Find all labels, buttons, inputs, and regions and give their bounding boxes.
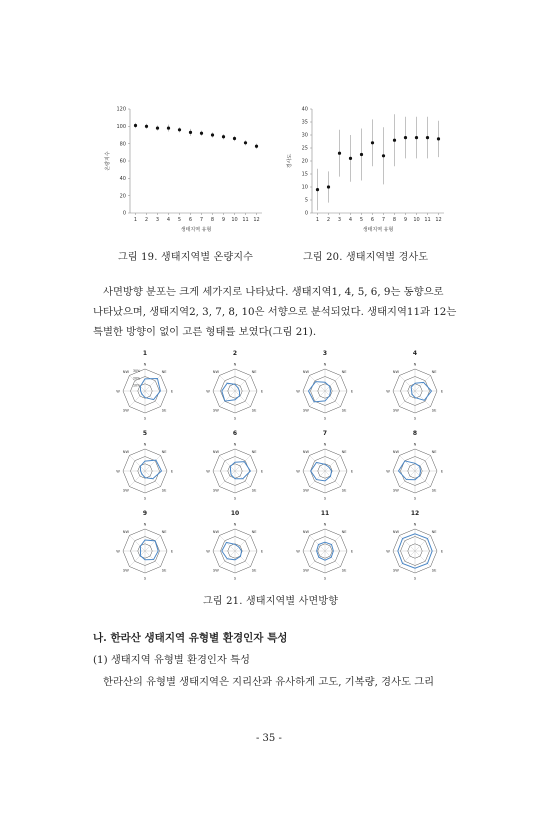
radar-direction-label: W bbox=[296, 389, 300, 394]
radar-direction-label: S bbox=[233, 576, 237, 581]
radar-direction-label: SE bbox=[431, 408, 437, 413]
y-axis-label: 온량지수 bbox=[105, 151, 111, 171]
radar-direction-label: SE bbox=[251, 488, 257, 493]
radar-direction-label: SW bbox=[392, 568, 399, 573]
radar-panel-label: 3 bbox=[322, 350, 328, 357]
radar-direction-label: N bbox=[323, 442, 327, 447]
figure19-chart bbox=[100, 103, 270, 233]
y-tick-label: 35 bbox=[301, 119, 308, 126]
radar-direction-label: N bbox=[143, 522, 147, 527]
x-tick-label: 6 bbox=[188, 217, 193, 223]
x-tick-label: 2 bbox=[326, 217, 331, 223]
x-tick-label: 6 bbox=[370, 217, 375, 223]
x-tick-label: 11 bbox=[242, 217, 249, 223]
radar-spoke bbox=[145, 551, 161, 567]
figure21-radar-grid bbox=[100, 346, 460, 586]
x-tick-label: 10 bbox=[231, 217, 238, 223]
radar-direction-label: NE bbox=[251, 530, 257, 535]
radar-direction-label: E bbox=[170, 549, 174, 554]
radar-panel-label: 7 bbox=[322, 430, 328, 437]
radar-direction-label: N bbox=[323, 522, 327, 527]
x-tick-label: 4 bbox=[166, 217, 171, 223]
radar-spoke bbox=[399, 391, 415, 407]
x-tick-label: 9 bbox=[403, 217, 408, 223]
radar-direction-label: NW bbox=[122, 450, 130, 455]
x-tick-label: 7 bbox=[381, 217, 386, 223]
radar-panel-label: 6 bbox=[232, 430, 238, 437]
figure20-chart bbox=[282, 103, 452, 233]
paragraph-line: 나타났으며, 생태지역2, 3, 7, 8, 10은 서향으로 분석되었다. 생태지역11과 12는 bbox=[93, 306, 457, 318]
radar-direction-label: S bbox=[413, 576, 417, 581]
x-tick-label: 8 bbox=[392, 217, 397, 223]
radar-direction-label: W bbox=[206, 389, 210, 394]
radar-direction-label: SW bbox=[302, 568, 309, 573]
radar-direction-label: SE bbox=[341, 568, 347, 573]
radar-spoke bbox=[219, 391, 235, 407]
x-tick-label: 3 bbox=[337, 217, 342, 223]
x-axis-label: 생태지역 유형 bbox=[180, 227, 212, 233]
x-tick-label: 8 bbox=[210, 217, 215, 223]
radar-panel-2 bbox=[206, 350, 264, 420]
radar-panel-label: 9 bbox=[142, 510, 148, 517]
radar-direction-label: N bbox=[233, 362, 237, 367]
radar-direction-label: NW bbox=[212, 450, 220, 455]
radar-direction-label: N bbox=[323, 362, 327, 367]
y-tick-label: 120 bbox=[116, 106, 126, 113]
x-tick-label: 3 bbox=[155, 217, 160, 223]
radar-direction-label: W bbox=[386, 469, 390, 474]
x-tick-label: 12 bbox=[253, 217, 260, 223]
radar-direction-label: S bbox=[323, 416, 327, 421]
y-tick-label: 60 bbox=[119, 158, 126, 165]
data-point bbox=[349, 157, 352, 160]
radar-spoke bbox=[129, 471, 145, 487]
radar-direction-label: NW bbox=[392, 370, 400, 375]
data-point bbox=[178, 128, 181, 131]
radar-direction-label: S bbox=[413, 496, 417, 501]
radar-spoke bbox=[399, 471, 415, 487]
data-point bbox=[222, 135, 225, 138]
radar-direction-label: W bbox=[386, 389, 390, 394]
radar-direction-label: W bbox=[116, 469, 120, 474]
data-point bbox=[255, 145, 258, 148]
radar-direction-label: SW bbox=[212, 488, 219, 493]
radar-direction-label: S bbox=[233, 496, 237, 501]
radar-spoke bbox=[235, 535, 251, 551]
x-tick-label: 10 bbox=[413, 217, 420, 223]
radar-spoke bbox=[235, 391, 251, 407]
data-point bbox=[415, 136, 418, 139]
radar-spoke bbox=[235, 455, 251, 471]
radar-direction-label: SE bbox=[431, 568, 437, 573]
radar-direction-label: SW bbox=[392, 408, 399, 413]
x-tick-label: 1 bbox=[133, 217, 138, 223]
radar-direction-label: W bbox=[206, 549, 210, 554]
radar-spoke bbox=[325, 375, 341, 391]
radar-spoke bbox=[415, 535, 431, 551]
x-tick-label: 4 bbox=[348, 217, 353, 223]
radar-direction-label: SW bbox=[122, 568, 129, 573]
data-point bbox=[145, 125, 148, 128]
data-point bbox=[371, 141, 374, 144]
radar-direction-label: W bbox=[116, 549, 120, 554]
radar-series bbox=[140, 540, 158, 560]
radar-spoke bbox=[309, 391, 325, 407]
radar-direction-label: SW bbox=[392, 488, 399, 493]
radar-direction-label: SE bbox=[341, 488, 347, 493]
radar-direction-label: NW bbox=[302, 530, 310, 535]
data-point bbox=[404, 136, 407, 139]
y-tick-label: 15 bbox=[301, 171, 308, 178]
radar-panel-10 bbox=[206, 510, 264, 580]
data-point bbox=[233, 137, 236, 140]
radar-direction-label: E bbox=[260, 469, 264, 474]
section-subheading: (1) 생태지역 유형별 환경인자 특성 bbox=[93, 654, 250, 666]
radar-series bbox=[222, 383, 240, 401]
radar-series bbox=[399, 461, 421, 480]
radar-direction-label: E bbox=[260, 389, 264, 394]
radar-spoke bbox=[219, 471, 235, 487]
section-body-line: 한라산의 유형별 생태지역은 지리산과 유사하게 고도, 기복량, 경사도 그리 bbox=[103, 676, 435, 688]
radar-direction-label: SE bbox=[251, 568, 257, 573]
x-tick-label: 11 bbox=[424, 217, 431, 223]
radar-spoke bbox=[325, 455, 341, 471]
radar-direction-label: N bbox=[143, 362, 147, 367]
radar-direction-label: NW bbox=[302, 370, 310, 375]
y-tick-label: 30 bbox=[301, 132, 308, 139]
y-tick-label: 0 bbox=[304, 210, 308, 217]
radar-direction-label: W bbox=[386, 549, 390, 554]
radar-direction-label: SW bbox=[302, 408, 309, 413]
radar-spoke bbox=[415, 471, 431, 487]
radar-direction-label: W bbox=[206, 469, 210, 474]
radar-direction-label: NE bbox=[251, 450, 257, 455]
radar-ring-label: 20% bbox=[133, 376, 141, 381]
data-point bbox=[316, 188, 319, 191]
section-heading: 나. 한라산 생태지역 유형별 환경인자 특성 bbox=[93, 632, 288, 644]
data-point bbox=[437, 137, 440, 140]
page-number: - 35 - bbox=[256, 733, 282, 744]
x-tick-label: 9 bbox=[221, 217, 226, 223]
x-tick-label: 7 bbox=[199, 217, 204, 223]
radar-direction-label: S bbox=[323, 496, 327, 501]
radar-direction-label: S bbox=[323, 576, 327, 581]
radar-panel-5 bbox=[116, 430, 174, 500]
data-point bbox=[211, 133, 214, 136]
paragraph-line: 사면방향 분포는 크게 세가지로 나타났다. 생태지역1, 4, 5, 6, 9는 동향으로 bbox=[103, 286, 444, 298]
radar-panel-1 bbox=[116, 350, 174, 420]
data-point bbox=[167, 126, 170, 129]
radar-direction-label: N bbox=[413, 362, 417, 367]
radar-direction-label: E bbox=[170, 389, 174, 394]
y-axis-label: 경사도 bbox=[287, 153, 293, 169]
radar-direction-label: NW bbox=[302, 450, 310, 455]
radar-spoke bbox=[235, 375, 251, 391]
radar-direction-label: NE bbox=[251, 370, 257, 375]
radar-direction-label: NW bbox=[212, 530, 220, 535]
radar-spoke bbox=[219, 455, 235, 471]
radar-direction-label: E bbox=[170, 469, 174, 474]
radar-direction-label: SW bbox=[212, 568, 219, 573]
radar-direction-label: W bbox=[116, 389, 120, 394]
radar-direction-label: N bbox=[413, 522, 417, 527]
y-tick-label: 40 bbox=[301, 106, 308, 113]
radar-panel-label: 2 bbox=[232, 350, 238, 357]
radar-direction-label: E bbox=[350, 469, 354, 474]
radar-direction-label: SW bbox=[122, 408, 129, 413]
radar-panel-9 bbox=[116, 510, 174, 580]
y-tick-label: 100 bbox=[116, 124, 126, 131]
radar-direction-label: NE bbox=[161, 450, 167, 455]
radar-panel-3 bbox=[296, 350, 354, 420]
radar-spoke bbox=[145, 535, 161, 551]
paragraph-line: 특별한 방향이 없이 고른 형태를 보였다(그림 21). bbox=[93, 326, 317, 338]
radar-direction-label: E bbox=[440, 549, 444, 554]
radar-direction-label: NW bbox=[392, 530, 400, 535]
data-point bbox=[244, 141, 247, 144]
data-point bbox=[156, 126, 159, 129]
radar-direction-label: SW bbox=[212, 408, 219, 413]
radar-panel-label: 1 bbox=[142, 350, 148, 357]
radar-direction-label: NE bbox=[161, 530, 167, 535]
radar-direction-label: W bbox=[296, 549, 300, 554]
data-point bbox=[426, 136, 429, 139]
y-tick-label: 40 bbox=[119, 176, 126, 183]
radar-spoke bbox=[415, 551, 431, 567]
radar-panel-label: 4 bbox=[412, 350, 418, 357]
radar-spoke bbox=[399, 375, 415, 391]
radar-direction-label: N bbox=[233, 522, 237, 527]
radar-direction-label: N bbox=[413, 442, 417, 447]
y-tick-label: 10 bbox=[301, 184, 308, 191]
radar-panel-label: 5 bbox=[142, 430, 148, 437]
radar-direction-label: S bbox=[233, 416, 237, 421]
y-tick-label: 25 bbox=[301, 145, 308, 152]
data-point bbox=[327, 185, 330, 188]
x-tick-label: 2 bbox=[144, 217, 149, 223]
radar-direction-label: NE bbox=[341, 450, 347, 455]
radar-direction-label: NW bbox=[392, 450, 400, 455]
radar-direction-label: SE bbox=[161, 568, 167, 573]
radar-direction-label: S bbox=[143, 496, 147, 501]
radar-direction-label: E bbox=[260, 549, 264, 554]
radar-direction-label: N bbox=[233, 442, 237, 447]
y-tick-label: 20 bbox=[119, 193, 126, 200]
radar-direction-label: E bbox=[350, 389, 354, 394]
radar-panel-11 bbox=[296, 510, 354, 580]
radar-direction-label: NE bbox=[341, 530, 347, 535]
radar-direction-label: NE bbox=[431, 530, 437, 535]
radar-panel-label: 10 bbox=[230, 510, 240, 517]
radar-spoke bbox=[219, 535, 235, 551]
x-tick-label: 1 bbox=[315, 217, 320, 223]
radar-direction-label: NW bbox=[212, 370, 220, 375]
radar-direction-label: NE bbox=[431, 450, 437, 455]
y-tick-label: 5 bbox=[304, 197, 308, 204]
x-tick-label: 5 bbox=[359, 217, 364, 223]
radar-panel-7 bbox=[296, 430, 354, 500]
radar-panel-8 bbox=[386, 430, 444, 500]
radar-direction-label: SE bbox=[161, 488, 167, 493]
y-tick-label: 20 bbox=[301, 158, 308, 165]
radar-direction-label: NW bbox=[122, 370, 130, 375]
radar-spoke bbox=[399, 535, 415, 551]
radar-series bbox=[309, 382, 331, 402]
radar-panel-4 bbox=[386, 350, 444, 420]
radar-panel-6 bbox=[206, 430, 264, 500]
radar-panel-label: 8 bbox=[412, 430, 418, 437]
radar-direction-label: NE bbox=[431, 370, 437, 375]
radar-direction-label: SE bbox=[341, 408, 347, 413]
x-tick-label: 5 bbox=[177, 217, 182, 223]
radar-direction-label: SE bbox=[251, 408, 257, 413]
data-point bbox=[189, 131, 192, 134]
y-tick-label: 80 bbox=[119, 141, 126, 148]
radar-direction-label: SW bbox=[302, 488, 309, 493]
data-point bbox=[134, 124, 137, 127]
radar-direction-label: S bbox=[143, 576, 147, 581]
radar-direction-label: NE bbox=[161, 370, 167, 375]
radar-direction-label: N bbox=[143, 442, 147, 447]
data-point bbox=[200, 132, 203, 135]
radar-spoke bbox=[129, 391, 145, 407]
radar-direction-label: E bbox=[440, 389, 444, 394]
data-point bbox=[338, 152, 341, 155]
radar-direction-label: SE bbox=[161, 408, 167, 413]
radar-direction-label: E bbox=[440, 469, 444, 474]
data-point bbox=[382, 154, 385, 157]
radar-direction-label: S bbox=[413, 416, 417, 421]
radar-panel-label: 12 bbox=[410, 510, 420, 517]
radar-spoke bbox=[415, 455, 431, 471]
figure19-caption: 그림 19. 생태지역별 온량지수 bbox=[118, 252, 254, 263]
radar-panel-label: 11 bbox=[320, 510, 330, 517]
radar-direction-label: SW bbox=[122, 488, 129, 493]
radar-direction-label: E bbox=[350, 549, 354, 554]
x-axis-label: 생태지역 유형 bbox=[362, 227, 394, 233]
data-point bbox=[393, 139, 396, 142]
radar-direction-label: S bbox=[143, 416, 147, 421]
figure20-caption: 그림 20. 생태지역별 경사도 bbox=[303, 252, 429, 263]
radar-panel-12 bbox=[386, 510, 444, 580]
radar-ring-label: 30% bbox=[133, 369, 141, 373]
paragraph-aspect bbox=[93, 282, 465, 342]
radar-ring-label: 10% bbox=[133, 383, 141, 388]
data-point bbox=[360, 153, 363, 156]
figure21-caption: 그림 21. 생태지역별 사면방향 bbox=[203, 596, 339, 607]
radar-spoke bbox=[399, 551, 415, 567]
radar-direction-label: W bbox=[296, 469, 300, 474]
radar-spoke bbox=[129, 551, 145, 567]
x-tick-label: 12 bbox=[435, 217, 442, 223]
y-tick-label: 0 bbox=[122, 210, 126, 217]
radar-direction-label: SE bbox=[431, 488, 437, 493]
radar-spoke bbox=[145, 455, 161, 471]
radar-direction-label: NW bbox=[122, 530, 130, 535]
radar-direction-label: NE bbox=[341, 370, 347, 375]
radar-spoke bbox=[309, 375, 325, 391]
